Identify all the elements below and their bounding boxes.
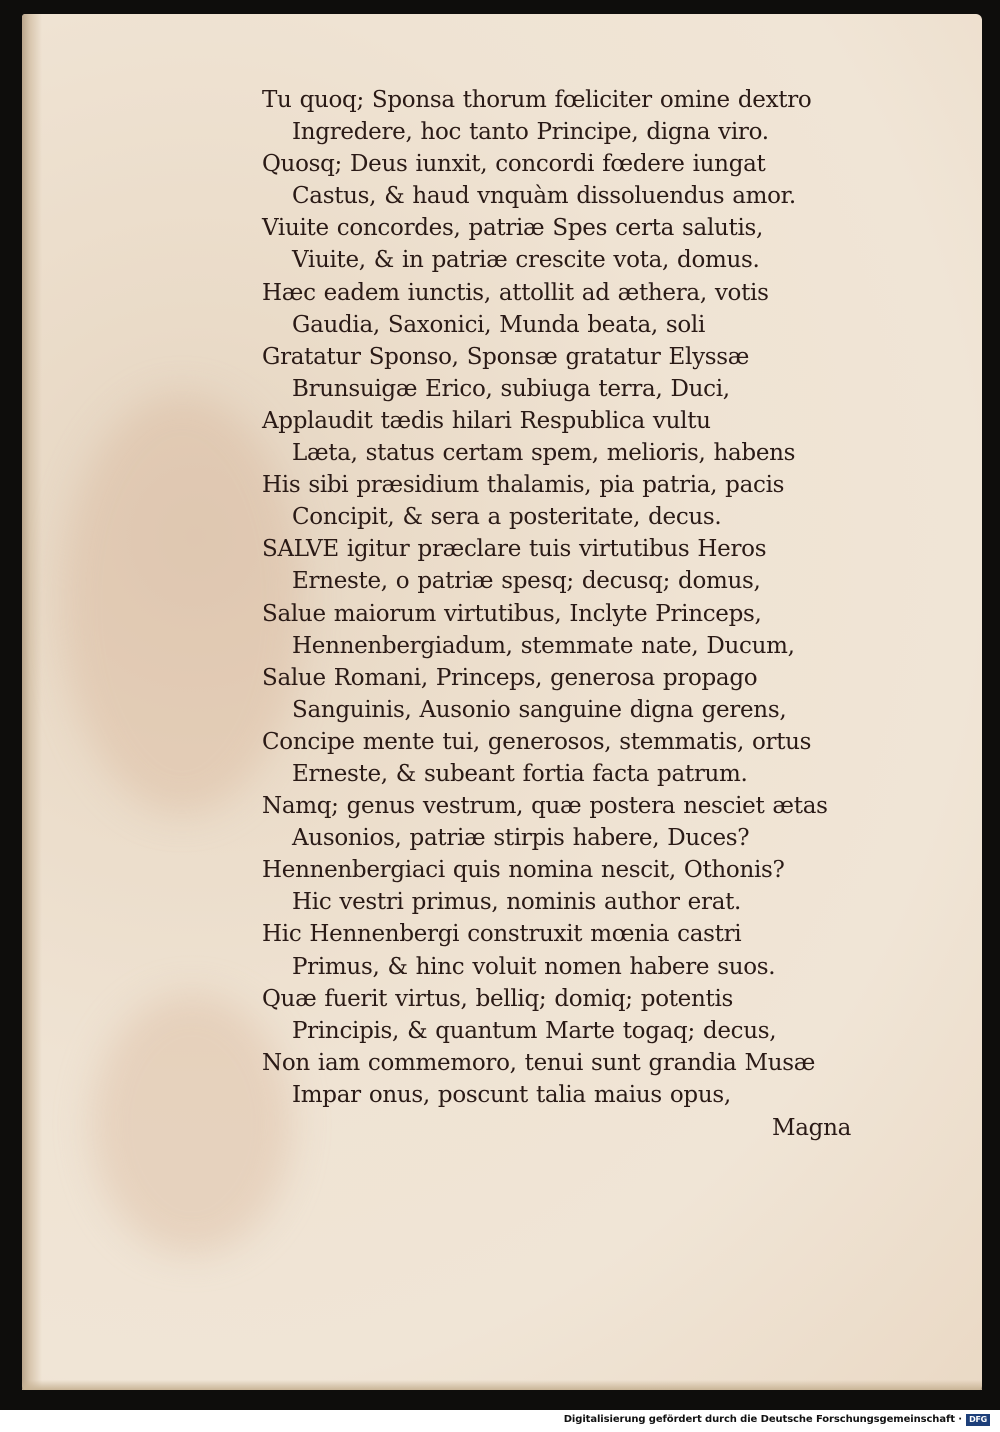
verse-line: Ingredere, hoc tanto Principe, digna viro. <box>292 119 769 146</box>
verse-line: Salue Romani, Princeps, generosa propago <box>262 664 758 691</box>
digitization-credit: Digitalisierung gefördert durch die Deutsche Forschungsgemeinschaft · <box>563 1414 962 1425</box>
verse-line: Applaudit tædis hilari Respublica vultu <box>262 407 711 434</box>
verse-line: Ausonios, patriæ stirpis habere, Duces? <box>292 825 750 852</box>
verse-line: Tu quoq; Sponsa thorum fœliciter omine dextro <box>262 87 812 113</box>
verse-line: Erneste, o patriæ spesq; decusq; domus, <box>292 568 761 595</box>
verse-line: Namq; genus vestrum, quæ postera nesciet ætas <box>262 793 828 820</box>
verse-line: Concipit, & sera a posteritate, decus. <box>292 504 722 531</box>
verse-line: Brunsuigæ Erico, subiuga terra, Duci, <box>292 375 730 402</box>
verse-line: Impar onus, poscunt talia maius opus, <box>292 1081 731 1108</box>
verse-line: Salue maiorum virtutibus, Inclyte Princeps, <box>262 600 762 627</box>
verse-line: Gratatur Sponso, Sponsæ gratatur Elyssæ <box>262 343 750 370</box>
verse-line: Gaudia, Saxonici, Munda beata, soli <box>292 311 706 338</box>
verse-line: Hic Hennenbergi construxit mœnia castri <box>262 921 742 948</box>
verse-line: Sanguinis, Ausonio sanguine digna gerens, <box>292 696 787 723</box>
page-edge-bottom <box>22 1380 982 1390</box>
verse-line: Viuite concordes, patriæ Spes certa salutis, <box>262 215 764 242</box>
verse-line: His sibi præsidium thalamis, pia patria, pacis <box>262 472 785 499</box>
catchword: Magna <box>772 1115 852 1141</box>
verse-line: Quæ fuerit virtus, belliq; domiq; potentis <box>262 985 734 1012</box>
verse-line: Concipe mente tui, generosos, stemmatis, ortus <box>262 728 812 755</box>
verse-line: SALVE igitur præclare tuis virtutibus Heros <box>262 536 767 563</box>
verse-line: Erneste, & subeant fortia facta patrum. <box>292 760 748 787</box>
verse-line: Hennenbergiaci quis nomina nescit, Othonis? <box>262 857 785 884</box>
verse-line: Castus, & haud vnquàm dissoluendus amor. <box>292 183 796 210</box>
verse-line: Viuite, & in patriæ crescite vota, domus. <box>292 247 760 274</box>
verse-line: Hennenbergiadum, stemmate nate, Ducum, <box>292 632 795 659</box>
verse-line: Principis, & quantum Marte togaq; decus, <box>292 1017 777 1044</box>
verse-line: Primus, & hinc voluit nomen habere suos. <box>292 953 776 980</box>
verse-line: Quosq; Deus iunxit, concordi fœdere iungat <box>262 151 766 178</box>
page-edge-shadow <box>22 14 42 1390</box>
verse-line: Non iam commemoro, tenui sunt grandia Musæ <box>262 1049 816 1076</box>
verse-line: Hæc eadem iunctis, attollit ad æthera, votis <box>262 279 769 306</box>
verse-line: Hic vestri primus, nominis author erat. <box>292 889 742 916</box>
verse-line: Læta, status certam spem, melioris, habens <box>292 440 796 467</box>
poem-text <box>262 84 902 1111</box>
dfg-logo: DFG <box>966 1414 990 1426</box>
